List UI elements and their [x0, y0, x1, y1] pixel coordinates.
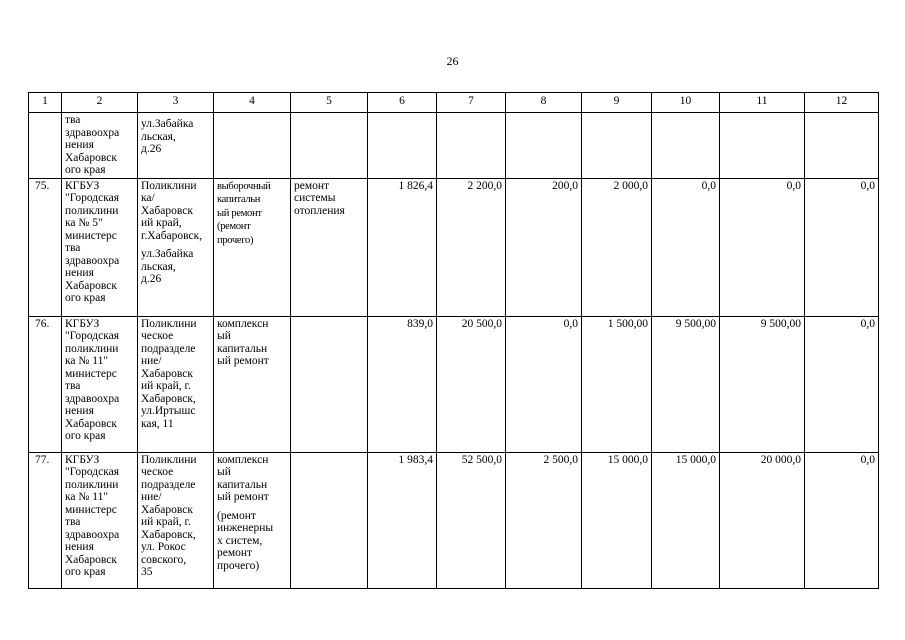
- value-cell: 20 000,0: [720, 452, 805, 588]
- address-text: ул.Забайка льская, д.26: [141, 248, 194, 285]
- value-cell: 0,0: [805, 316, 879, 452]
- work-type-cell: ремонт системы отопления: [291, 178, 368, 316]
- work-cell: [214, 113, 291, 179]
- work-cell: [214, 178, 291, 316]
- value-cell: [805, 113, 879, 179]
- column-number: 4: [214, 93, 291, 113]
- work-text: (ремонт инженерны х систем, ремонт прочего): [217, 509, 274, 572]
- value-cell: 0,0: [506, 316, 582, 452]
- address-cell: [138, 178, 214, 316]
- address-text: Поликлини ческое подразделе ние/ Хабаровск ий край, г. Хабаровск, ул.Иртышс кая, 11: [141, 317, 197, 430]
- row-number: [29, 113, 62, 179]
- value-cell: 0,0: [652, 178, 720, 316]
- value-cell: 2 500,0: [506, 452, 582, 588]
- value-cell: 0,0: [805, 452, 879, 588]
- address-cell: [138, 316, 214, 452]
- work-text: выборочный капитальн ый ремонт (ремонт прочего): [217, 180, 271, 246]
- value-cell: [582, 113, 652, 179]
- column-number: 9: [582, 93, 652, 113]
- organization-cell: КГБУЗ "Городская поликлини ка № 11" министерс тва здравоохра нения Хабаровск ого края: [62, 452, 138, 588]
- row-number: 76.: [29, 316, 62, 452]
- value-cell: 839,0: [368, 316, 437, 452]
- column-number: 1: [29, 93, 62, 113]
- value-cell: 9 500,00: [720, 316, 805, 452]
- value-cell: 2 200,0: [437, 178, 506, 316]
- column-number-row: [29, 93, 879, 113]
- organization-cell: тва здравоохра нения Хабаровск ого края: [62, 113, 138, 179]
- value-cell: 1 826,4: [368, 178, 437, 316]
- column-number: 12: [805, 93, 879, 113]
- column-number: 10: [652, 93, 720, 113]
- value-cell: [368, 113, 437, 179]
- value-cell: 15 000,0: [582, 452, 652, 588]
- column-number: 5: [291, 93, 368, 113]
- value-cell: 2 000,0: [582, 178, 652, 316]
- address-text: Поликлини ка/ Хабаровск ий край, г.Хабаровск,: [141, 179, 203, 242]
- work-type-cell: [291, 452, 368, 588]
- address-cell: [138, 113, 214, 179]
- column-number: 7: [437, 93, 506, 113]
- value-cell: 1 500,00: [582, 316, 652, 452]
- column-number: 11: [720, 93, 805, 113]
- work-text: комплексн ый капитальн ый ремонт: [217, 453, 269, 503]
- value-cell: 200,0: [506, 178, 582, 316]
- value-cell: 52 500,0: [437, 452, 506, 588]
- column-number: 6: [368, 93, 437, 113]
- value-cell: 20 500,0: [437, 316, 506, 452]
- work-type-cell: [291, 316, 368, 452]
- repair-program-table: [28, 92, 879, 589]
- value-cell: 0,0: [805, 178, 879, 316]
- address-text: Поликлини ческое подразделе ние/ Хабаровск ий край, г. Хабаровск, ул. Рокос совского, 35: [141, 453, 197, 578]
- value-cell: [652, 113, 720, 179]
- table-row: [29, 178, 879, 316]
- work-cell: [214, 452, 291, 588]
- column-number: 2: [62, 93, 138, 113]
- value-cell: [720, 113, 805, 179]
- value-cell: 15 000,0: [652, 452, 720, 588]
- work-text: комплексн ый капитальн ый ремонт: [217, 317, 269, 367]
- organization-cell: КГБУЗ "Городская поликлини ка № 5" министерс тва здравоохра нения Хабаровск ого края: [62, 178, 138, 316]
- work-type-cell: [291, 113, 368, 179]
- column-number: 8: [506, 93, 582, 113]
- value-cell: 0,0: [720, 178, 805, 316]
- value-cell: 1 983,4: [368, 452, 437, 588]
- value-cell: [437, 113, 506, 179]
- row-number: 77.: [29, 452, 62, 588]
- organization-cell: КГБУЗ "Городская поликлини ка № 11" министерс тва здравоохра нения Хабаровск ого края: [62, 316, 138, 452]
- table-row: [29, 316, 879, 452]
- address-cell: [138, 452, 214, 588]
- table-row: [29, 452, 879, 588]
- address-text: ул.Забайка льская, д.26: [141, 118, 194, 155]
- value-cell: [506, 113, 582, 179]
- column-number: 3: [138, 93, 214, 113]
- page-number: 26: [446, 54, 459, 68]
- value-cell: 9 500,00: [652, 316, 720, 452]
- row-number: 75.: [29, 178, 62, 316]
- table-row: [29, 113, 879, 179]
- work-cell: [214, 316, 291, 452]
